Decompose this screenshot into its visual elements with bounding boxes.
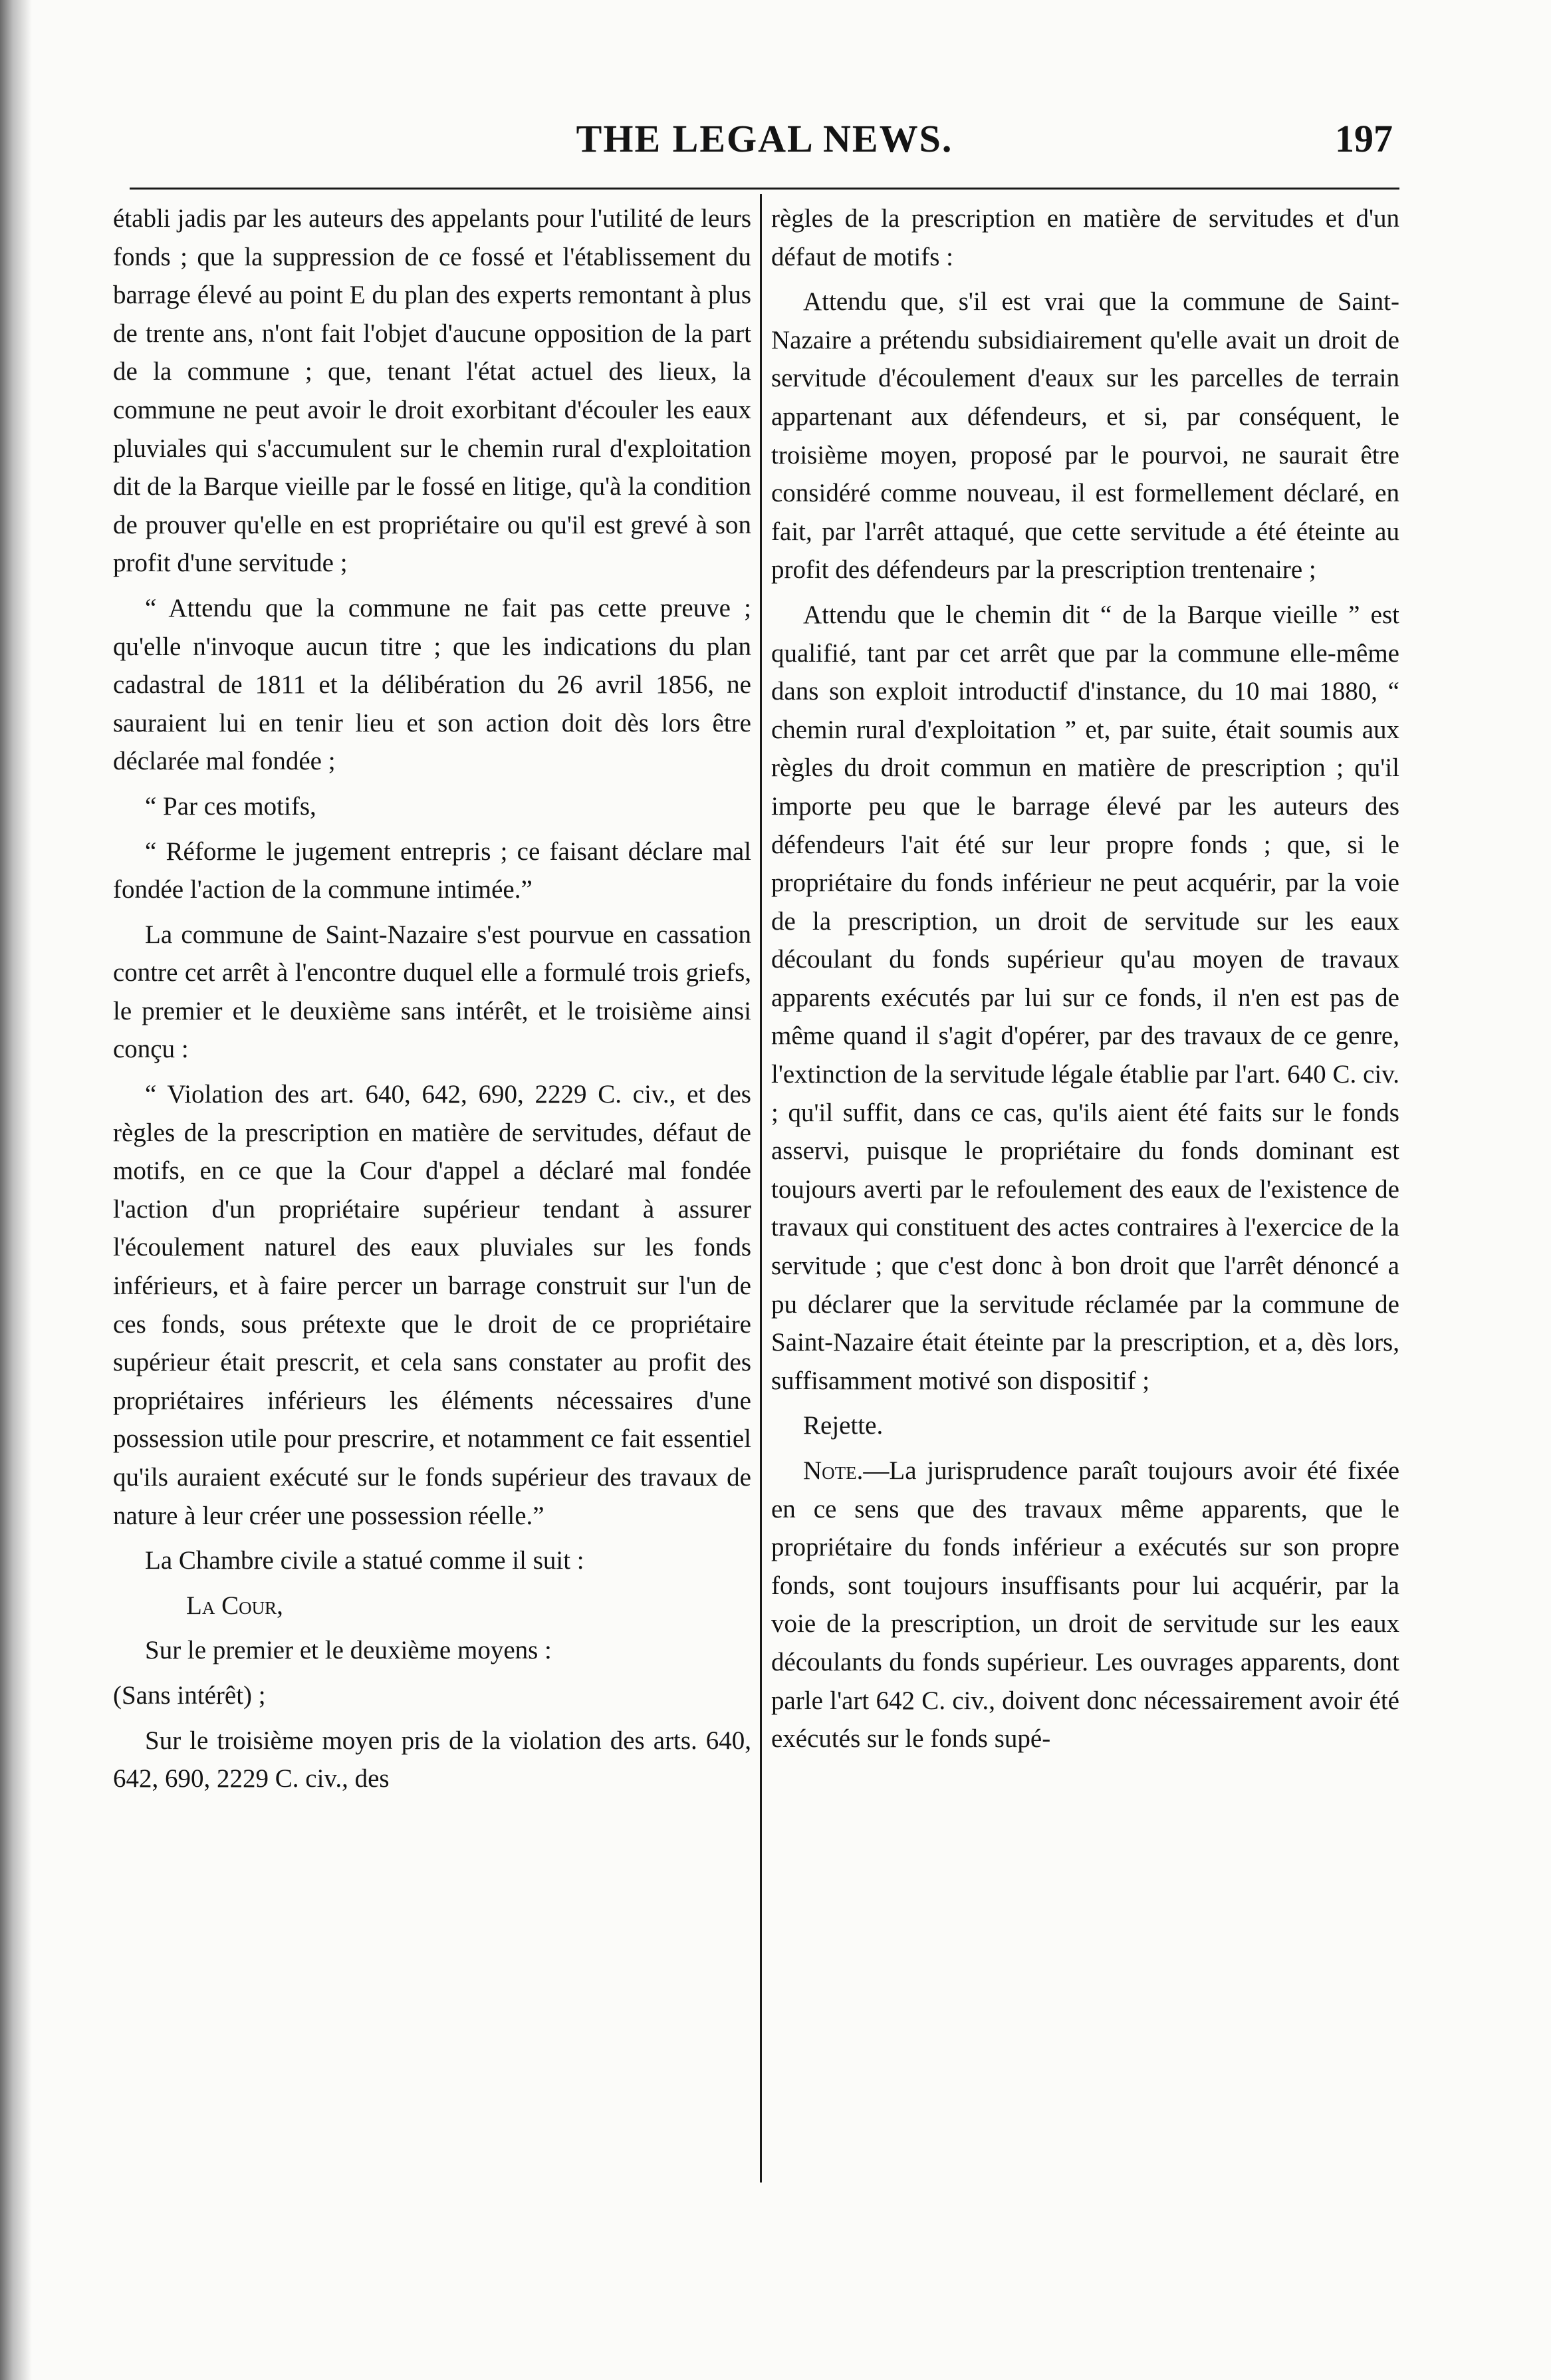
paragraph: Attendu que, s'il est vrai que la commune de Saint-Nazaire a prétendu subsidiairement qu'elle avait un droit de servitude d'écoulement d'eaux sur les parcelles de terrain appartenant aux défendeurs, et si, par conséquent, le troisième moyen, proposé par le pourvoi, ne saurait être considéré comme nouveau, il est formellement déclaré, en fait, par l'arrêt attaqué, que cette servitude a été éteinte au profit des défendeurs par la prescription trentenaire ; bbox=[771, 287, 1399, 585]
page-edge-shadow bbox=[0, 0, 32, 2380]
header-rule bbox=[130, 188, 1399, 190]
paragraph: établi jadis par les auteurs des appelants pour l'utilité de leurs fonds ; que la suppression de ce fossé et l'établissement du barrage élevé au point E du plan des experts remontant à plus de trente ans, n'ont fait l'objet d'aucune opposition de la part de la commune ; que, tenant l'état actuel des lieux, la commune ne peut avoir le droit exorbitant d'écouler les eaux pluviales qui s'accumulent sur le chemin rural d'exploitation dit de la Barque vieille par le fossé en litige, qu'à la condition de prouver qu'elle en est propriétaire ou qu'il est grevé à son profit d'une servitude ; bbox=[113, 204, 751, 578]
paragraph: Sur le premier et le deuxième moyens : bbox=[145, 1636, 552, 1665]
paragraph: règles de la prescription en matière de servitudes et d'un défaut de motifs : bbox=[771, 204, 1399, 271]
right-column bbox=[771, 199, 1399, 2221]
paragraph: Attendu que le chemin dit “ de la Barque vieille ” est qualifié, tant par cet arrêt que par la commune elle-même dans son exploit introductif d'instance, du 10 mai 1880, “ chemin rural d'exploitation ” et, par suite, était soumis aux règles du droit commun en matière de prescription ; qu'il importe peu que le barrage élevé par les auteurs des défendeurs l'ait été sur leur propre fonds ; que, si le propriétaire du fonds inférieur ne peut acquérir, par la voie de la prescription, un droit de servitude sur les eaux découlant du fonds supérieur qu'au moyen de travaux apparents exécutés par lui sur ce fonds, il n'en est pas de même quand il s'agit d'opérer, par des travaux de ce genre, l'extinction de la servitude légale établie par l'art. 640 C. civ. ; qu'il suffit, dans ce cas, qu'ils aient été faits sur le fonds asservi, puisque le propriétaire du fonds dominant est toujours averti par le refoulement des eaux de l'existence de travaux qui constituent des actes contraires à l'exercice de la servitude ; que c'est donc à bon droit que l'arrêt dénoncé a pu déclarer que la servitude réclamée par la commune de Saint-Nazaire était éteinte par la prescription, et a, dès lors, suffisamment motivé son dispositif ; bbox=[771, 600, 1399, 1395]
running-header bbox=[130, 116, 1399, 176]
note-text: —La jurisprudence paraît toujours avoir été fixée en ce sens que des travaux même apparents, que le propriétaire du fonds inférieur a exécutés sur son propre fonds, sont toujours insuffisants pour lui acquérir, par la voie de la prescription, un droit de servitude sur les eaux découlants du fonds supérieur. Les ouvrages apparents, dont parle l'art 642 C. civ., doivent donc nécessairement avoir été exécutés sur le fonds supé- bbox=[771, 1456, 1399, 1754]
left-column bbox=[113, 199, 751, 2221]
paragraph: “ Réforme le jugement entrepris ; ce faisant déclare mal fondée l'action de la commune intimée.” bbox=[113, 837, 751, 904]
journal-title: THE LEGAL NEWS. bbox=[576, 117, 953, 160]
paragraph: “ Violation des art. 640, 642, 690, 2229 C. civ., et des règles de la prescription en matière de servitudes, défaut de motifs, en ce que la Cour d'appel a déclaré mal fondée l'action d'un propriétaire supérieur tendant à assurer l'écoulement naturel des eaux pluviales sur les fonds inférieurs, et à faire percer un barrage construit sur l'un de ces fonds, sous prétexte que le droit de ce propriétaire supérieur était prescrit, et cela sans constater au profit des propriétaires inférieurs les éléments nécessaires d'une possession utile pour prescrire, et notamment ce fait essentiel qu'ils auraient exécuté sur le fonds supérieur des travaux de nature à leur créer une possession réelle.” bbox=[113, 1080, 751, 1530]
paragraph: La commune de Saint-Nazaire s'est pourvue en cassation contre cet arrêt à l'encontre duquel elle a formulé trois griefs, le premier et le deuxième sans intérêt, et le troisième ainsi conçu : bbox=[113, 920, 751, 1064]
note-paragraph bbox=[771, 1452, 1399, 1758]
paragraph: La Chambre civile a statué comme il suit : bbox=[145, 1546, 584, 1575]
note-label: Note. bbox=[803, 1456, 864, 1485]
column-divider bbox=[760, 194, 762, 2182]
page-number: 197 bbox=[1335, 117, 1393, 160]
court-heading: La Cour, bbox=[186, 1591, 283, 1620]
paragraph: “ Attendu que la commune ne fait pas cette preuve ; qu'elle n'invoque aucun titre ; que les indications du plan cadastral de 1811 et la délibération du 26 avril 1856, ne sauraient lui en tenir lieu et son action doit dès lors être déclarée mal fondée ; bbox=[113, 593, 751, 776]
paragraph: (Sans intérêt) ; bbox=[113, 1680, 266, 1710]
paragraph: Rejette. bbox=[803, 1411, 884, 1440]
paragraph: Sur le troisième moyen pris de la violation des arts. 640, 642, 690, 2229 C. civ., des bbox=[113, 1726, 751, 1793]
paragraph: “ Par ces motifs, bbox=[145, 791, 316, 821]
